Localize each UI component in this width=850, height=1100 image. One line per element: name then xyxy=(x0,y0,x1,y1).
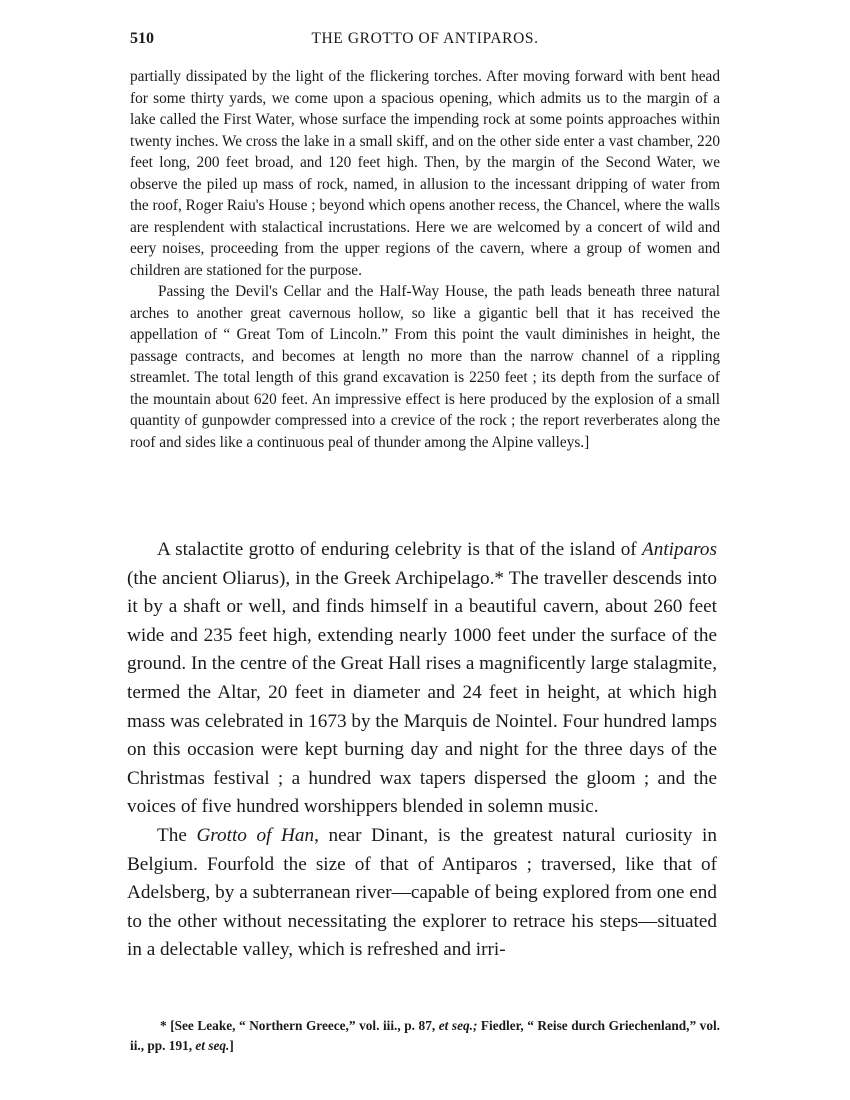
main-text xyxy=(127,536,717,965)
footnote-part-a: * [See Leake, “ Northern Greece,” vol. iii., p. 87, xyxy=(160,1018,439,1033)
han-text-end: , near Dinant, is the greatest natural curiosity in Belgium. Fourfold the size of that of Antiparos ; traversed, like that of Adelsberg, by a subterranean river—capable of being explored from one end to the other without necessitating the explorer to retrace his steps—situated in a delectable valley, which is refreshed and irri- xyxy=(127,824,717,961)
antiparos-text-end: (the ancient Oliarus), in the Greek Archipelago.* The traveller descends into it by a shaft or well, and finds himself in a beautiful cavern, about 260 feet wide and 235 feet high, extending nearly 1000 feet under the surface of the ground. In the centre of the Great Hall rises a magnificently large stalagmite, termed the Altar, 20 feet in diameter and 24 feet in height, at which high mass was celebrated in 1673 by the Marquis de Nointel. Four hundred lamps on this occasion were kept burning day and night for the three days of the Christmas festival ; a hundred wax tapers dispersed the gloom ; and the voices of five hundred worshippers blended in solemn music. xyxy=(127,567,717,818)
running-title: THE GROTTO OF ANTIPAROS. xyxy=(311,30,539,47)
continuation-paragraph-1: partially dissipated by the light of the flickering torches. After moving forward with bent head for some thirty yards, we come upon a spacious opening, which admits us to the margin of a lake called the First Water, whose surface the impending rock at some points approaches within twenty inches. We cross the lake in a small skiff, and on the other side enter a vast chamber, 220 feet long, 200 feet broad, and 120 feet high. Then, by the margin of the Second Water, we observe the piled up mass of rock, named, in allusion to the incessant dripping of water from the roof, Roger Raiu's House ; beyond which opens another recess, the Chancel, where the walls are resplendent with stalactical incrustations. Here we are welcomed by a concert of wild and eery noises, proceeding from the upper regions of the cavern, where a group of women and children are stationed for the purpose. xyxy=(130,68,720,279)
page-header xyxy=(130,30,720,54)
antiparos-paragraph xyxy=(127,536,717,822)
quoted-continuation xyxy=(130,66,720,453)
han-text-start: The xyxy=(157,824,197,846)
page-number: 510 xyxy=(130,30,154,47)
han-italic: Grotto of Han xyxy=(196,824,315,846)
antiparos-italic: Antiparos xyxy=(642,539,717,560)
footnote-italic-b: et seq. xyxy=(195,1038,230,1053)
antiparos-text-start: A stalactite grotto of enduring celebrity is that of the island of xyxy=(157,539,643,560)
footnote xyxy=(130,1016,720,1056)
footnote-italic-a: et seq.; xyxy=(438,1018,478,1033)
footnote-text xyxy=(130,1016,720,1056)
han-paragraph xyxy=(127,822,717,965)
footnote-part-c: ] xyxy=(229,1038,234,1053)
continuation-paragraph-2: Passing the Devil's Cellar and the Half-Way House, the path leads beneath three natural arches to another great cavernous hollow, so like a gigantic bell that it has received the appellation of “ Great Tom of Lincoln.” From this point the vault diminishes in height, the passage contracts, and becomes at length no more than the narrow channel of a rippling streamlet. The total length of this grand excavation is 2250 feet ; its depth from the surface of the mountain about 620 feet. An impressive effect is here produced by the explosion of a small quantity of gunpowder compressed into a crevice of the rock ; the report reverberates along the roof and sides like a continuous peal of thunder among the Alpine valleys.] xyxy=(130,283,720,451)
footnote-part-b: Fiedler, “ Reise durch Griechenland,” vol. ii., pp. 191, xyxy=(130,1018,720,1053)
